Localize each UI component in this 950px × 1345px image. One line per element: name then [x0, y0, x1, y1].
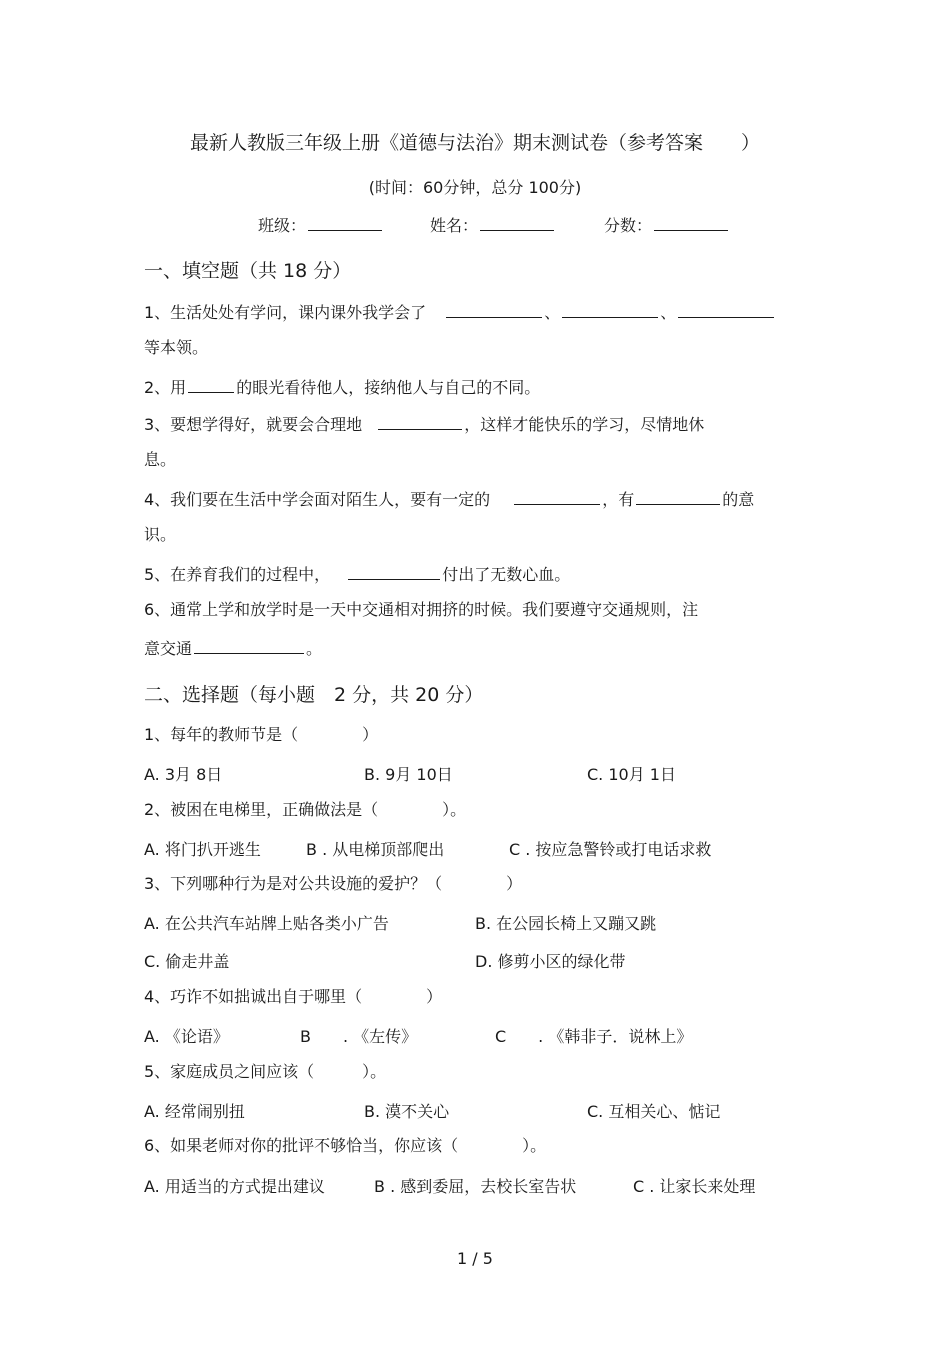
fill-q4-cont: 识。	[144, 525, 177, 544]
fill-q1-blank-1	[446, 301, 542, 318]
choice-q1-option-c: C. 10月 1日	[587, 765, 676, 784]
fill-q2	[144, 376, 540, 398]
class-blank	[308, 214, 382, 231]
fill-q6-blank	[194, 637, 304, 654]
fill-q2-text-a: 2、用	[144, 378, 187, 397]
fill-q1-sep-2: 、	[660, 303, 677, 322]
choice-q5-stem: 5、家庭成员之间应该（ ）。	[144, 1062, 387, 1081]
fill-q5	[144, 563, 570, 585]
choice-q6-stem: 6、如果老师对你的批评不够恰当，你应该（ ）。	[144, 1136, 547, 1155]
fill-q4-blank-2	[636, 488, 720, 505]
name-blank	[480, 214, 554, 231]
choice-q1-option-b: B. 9月 10日	[364, 765, 453, 784]
fill-q5-blank	[348, 563, 440, 580]
class-field	[258, 213, 384, 236]
choice-q4-option-c: C . 《韩非子．说林上》	[495, 1027, 693, 1046]
choice-q6-option-c: C . 让家长来处理	[633, 1177, 756, 1196]
fill-q4	[144, 488, 754, 510]
choice-q3-option-d: D. 修剪小区的绿化带	[475, 952, 626, 971]
fill-q3-text-b: ，这样才能快乐的学习，尽情地休	[464, 415, 705, 434]
score-label: 分数：	[604, 216, 653, 235]
fill-q5-text-b: 付出了无数心血。	[442, 565, 571, 584]
document-title: 最新人教版三年级上册《道德与法治》期末测试卷（参考答案 ）	[189, 132, 760, 154]
fill-q4-text-b: ，有	[602, 490, 635, 509]
choice-q4-stem: 4、巧诈不如拙诚出自于哪里（ ）	[144, 987, 443, 1006]
choice-q2-option-a: A. 将门扒开逃生	[144, 840, 261, 859]
choice-q5-option-a: A. 经常闹别扭	[144, 1102, 245, 1121]
fill-q1-blank-3	[678, 301, 774, 318]
choice-q4-option-a: A. 《论语》	[144, 1027, 229, 1046]
fill-q5-text-a: 5、在养育我们的过程中，	[144, 565, 331, 584]
fill-q6-text-c: 。	[306, 639, 323, 658]
fill-q1-blank-2	[562, 301, 658, 318]
choice-q3-option-b: B. 在公园长椅上又蹦又跳	[475, 914, 657, 933]
page-number: 1 / 5	[457, 1249, 493, 1268]
choice-q4-option-b: B . 《左传》	[300, 1027, 418, 1046]
fill-q3-blank	[378, 413, 462, 430]
choice-q6-option-b: B . 感到委屈，去校长室告状	[374, 1177, 577, 1196]
choice-q5-option-c: C. 互相关心、惦记	[587, 1102, 721, 1121]
fill-q6-text-b: 意交通	[144, 639, 193, 658]
choice-q1-stem: 1、每年的教师节是（ ）	[144, 725, 379, 744]
fill-q4-text-a: 4、我们要在生活中学会面对陌生人，要有一定的	[144, 490, 491, 509]
document-subtitle: (时间：60分钟，总分 100分)	[368, 178, 582, 197]
choice-q1-option-a: A. 3月 8日	[144, 765, 223, 784]
fill-q3-text-a: 3、要想学得好，就要会合理地	[144, 415, 363, 434]
fill-q6-cont	[144, 637, 322, 659]
choice-q6-option-a: A. 用适当的方式提出建议	[144, 1177, 325, 1196]
choice-q5-option-b: B. 漠不关心	[364, 1102, 450, 1121]
fill-q2-blank	[188, 376, 234, 393]
fill-q1	[144, 301, 776, 323]
class-label: 班级：	[258, 216, 307, 235]
score-blank	[654, 214, 728, 231]
choice-q2-option-c: C . 按应急警铃或打电话求救	[509, 840, 712, 859]
choice-q2-option-b: B . 从电梯顶部爬出	[306, 840, 445, 859]
name-field	[430, 213, 556, 236]
name-label: 姓名：	[430, 216, 479, 235]
fill-q3-cont: 息。	[144, 450, 177, 469]
fill-q3	[144, 413, 704, 435]
fill-q4-blank-1	[514, 488, 600, 505]
fill-q1-sep-1: 、	[544, 303, 561, 322]
choice-q3-stem: 3、下列哪种行为是对公共设施的爱护？（ ）	[144, 874, 523, 893]
choice-q3-option-c: C. 偷走井盖	[144, 952, 230, 971]
fill-q6: 6、通常上学和放学时是一天中交通相对拥挤的时候。我们要遵守交通规则，注	[144, 600, 699, 619]
choice-q2-stem: 2、被困在电梯里，正确做法是（ ）。	[144, 800, 467, 819]
fill-q2-text-b: 的眼光看待他人，接纳他人与自己的不同。	[236, 378, 541, 397]
section2-heading: 二、选择题（每小题 2 分，共 20 分）	[144, 684, 484, 706]
fill-q1-cont: 等本领。	[144, 338, 209, 357]
fill-q1-text: 1、生活处处有学问，课内课外我学会了	[144, 303, 427, 322]
choice-q3-option-a: A. 在公共汽车站牌上贴各类小广告	[144, 914, 389, 933]
fill-q4-text-c: 的意	[722, 490, 755, 509]
section1-heading: 一、填空题（共 18 分）	[144, 260, 352, 282]
score-field	[604, 213, 730, 236]
